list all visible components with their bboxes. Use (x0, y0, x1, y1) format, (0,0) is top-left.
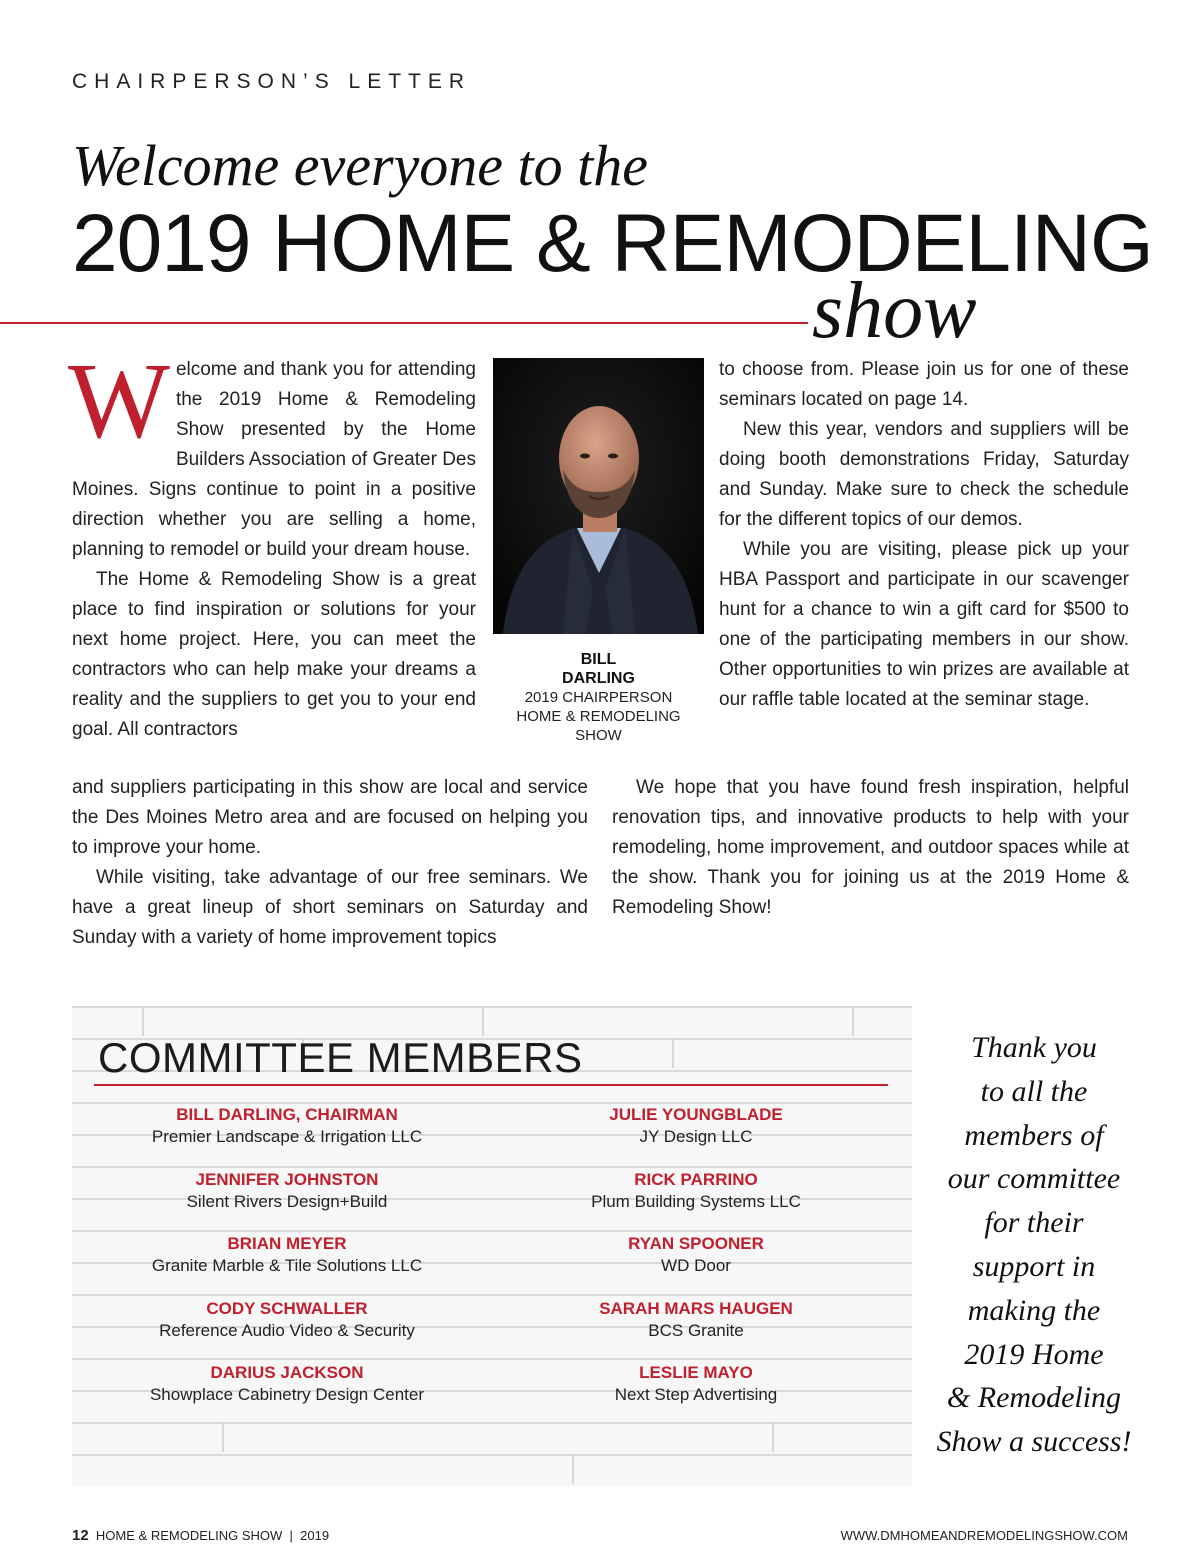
committee-member (506, 1298, 886, 1342)
brick-joint (852, 1006, 854, 1036)
letter-paragraph-5: While you are visiting, please pick up your HBA Passport and participate in our scavenger hunt for a chance to win a gift card for $500 to one of the participating members in our show. Other opportunities to win prizes are available at our raffle table located at the seminar stage. (719, 539, 1129, 710)
thanks-line: & Remodeling (946, 1381, 1122, 1415)
photo-caption (493, 650, 704, 745)
footer-separator: | (289, 1528, 293, 1543)
welcome-heading: Welcome everyone to the (72, 133, 648, 198)
letter-paragraph-2-part-1: The Home & Remodeling Show is a great place to find inspiration or solutions for your next home project. Here, you can meet the contractors who can help make your dreams a reality and the suppliers to get you to your end goal. All contractors (72, 569, 476, 740)
thanks-line: Show a success! (936, 1425, 1132, 1459)
member-company: Showplace Cabinetry Design Center (149, 1385, 425, 1404)
thanks-line: for their (984, 1206, 1084, 1240)
thanks-line: 2019 Home (964, 1337, 1104, 1371)
brick-joint (142, 1006, 144, 1036)
publication-year: 2019 (300, 1528, 330, 1543)
member-company: Premier Landscape & Irrigation LLC (151, 1127, 423, 1146)
member-name: BRIAN MEYER (227, 1234, 347, 1253)
member-name: CODY SCHWALLER (206, 1299, 368, 1318)
caption-role-1: 2019 CHAIRPERSON (524, 689, 673, 706)
letter-paragraph-1 (68, 342, 476, 565)
letter-column-left-bottom (72, 773, 588, 953)
thanks-line: Thank you (971, 1031, 1097, 1064)
member-company: BCS Granite (648, 1321, 744, 1340)
footer-website[interactable]: WWW.DMHOMEANDREMODELINGSHOW.COM (840, 1528, 1128, 1543)
caption-last-name: DARLING (562, 670, 635, 687)
member-name: DARIUS JACKSON (210, 1363, 364, 1382)
committee-member (506, 1362, 886, 1406)
member-name: RICK PARRINO (634, 1170, 758, 1189)
member-name: JULIE YOUNGBLADE (609, 1105, 783, 1124)
committee-member (506, 1233, 886, 1277)
member-name: SARAH MARS HAUGEN (599, 1299, 793, 1318)
brick-joint (222, 1422, 224, 1452)
title-script-word: show (812, 267, 977, 355)
committee-title: COMMITTEE MEMBERS (98, 1034, 583, 1081)
committee-divider (94, 1084, 888, 1086)
brick-joint (772, 1422, 774, 1452)
letter-paragraph-4: New this year, vendors and suppliers will be doing booth demonstrations Friday, Saturday and Sunday. Make sure to check the schedule for the different topics of our demos. (719, 419, 1129, 530)
brick-joint (572, 1454, 574, 1484)
thank-you-note (934, 1026, 1134, 1464)
member-company: Reference Audio Video & Security (159, 1321, 415, 1340)
title-divider (0, 322, 808, 324)
letter-column-right-bottom (612, 773, 1129, 923)
thanks-line: support in (972, 1249, 1096, 1283)
committee-member (506, 1104, 886, 1148)
member-name: BILL DARLING, CHAIRMAN (176, 1105, 398, 1124)
brick-joint (672, 1038, 674, 1068)
letter-paragraph-1-text: elcome and thank you for attending the 2019 Home & Remodeling Show presented by the Home Builders Association of Greater Des Moines. Signs continue to point in a positive direction whether you are selling a home, planning to remodel or build your dream house. (72, 359, 476, 560)
thanks-line: our committee (947, 1162, 1121, 1196)
committee-member (97, 1233, 477, 1277)
thanks-line: members of (964, 1118, 1104, 1152)
member-name: RYAN SPOONER (628, 1234, 764, 1253)
committee-member (97, 1298, 477, 1342)
letter-column-left-top (68, 342, 476, 745)
thanks-line: to all the (980, 1074, 1088, 1108)
publication-name: HOME & REMODELING SHOW (95, 1528, 283, 1543)
page-number: 12 (72, 1527, 89, 1544)
letter-paragraph-6: We hope that you have found fresh inspiration, helpful renovation tips, and innovative products to help with your remodeling, home improvement, and outdoor spaces while at the show. Thank you for joining us at the 2019 Home & Remodeling Show! (612, 777, 1129, 918)
portrait-illustration (493, 358, 704, 634)
committee-member (97, 1169, 477, 1213)
member-company: Plum Building Systems LLC (591, 1192, 801, 1211)
footer-publication (72, 1527, 329, 1544)
caption-role-2: HOME & REMODELING (516, 708, 681, 725)
member-company: WD Door (661, 1256, 731, 1275)
letter-paragraph-3-part-1: While visiting, take advantage of our free seminars. We have a great lineup of short seminars on Saturday and Sunday with a variety of home improvement topics (72, 867, 588, 948)
brick-joint (482, 1006, 484, 1036)
letter-column-right-top (719, 355, 1129, 715)
section-label: CHAIRPERSON’S LETTER (72, 70, 472, 93)
chairperson-photo (493, 358, 704, 634)
member-company: Granite Marble & Tile Solutions LLC (151, 1256, 423, 1275)
committee-member (97, 1104, 477, 1148)
committee-member (506, 1169, 886, 1213)
member-company: Next Step Advertising (614, 1385, 778, 1404)
caption-role-3: SHOW (575, 727, 622, 744)
letter-paragraph-3-part-2: to choose from. Please join us for one of these seminars located on page 14. (719, 359, 1129, 410)
committee-panel (72, 1006, 912, 1486)
member-company: JY Design LLC (639, 1127, 753, 1146)
page-title: 2019 HOME & REMODELING (72, 198, 1153, 289)
committee-member (97, 1362, 477, 1406)
drop-cap: W (68, 342, 170, 461)
member-company: Silent Rivers Design+Build (186, 1192, 388, 1211)
thanks-line: making the (967, 1293, 1101, 1327)
member-name: JENNIFER JOHNSTON (195, 1170, 379, 1189)
caption-first-name: BILL (580, 651, 617, 668)
member-name: LESLIE MAYO (639, 1363, 753, 1382)
letter-paragraph-2-part-2: and suppliers participating in this show are local and service the Des Moines Metro area and are focused on helping you to improve your home. (72, 777, 588, 858)
